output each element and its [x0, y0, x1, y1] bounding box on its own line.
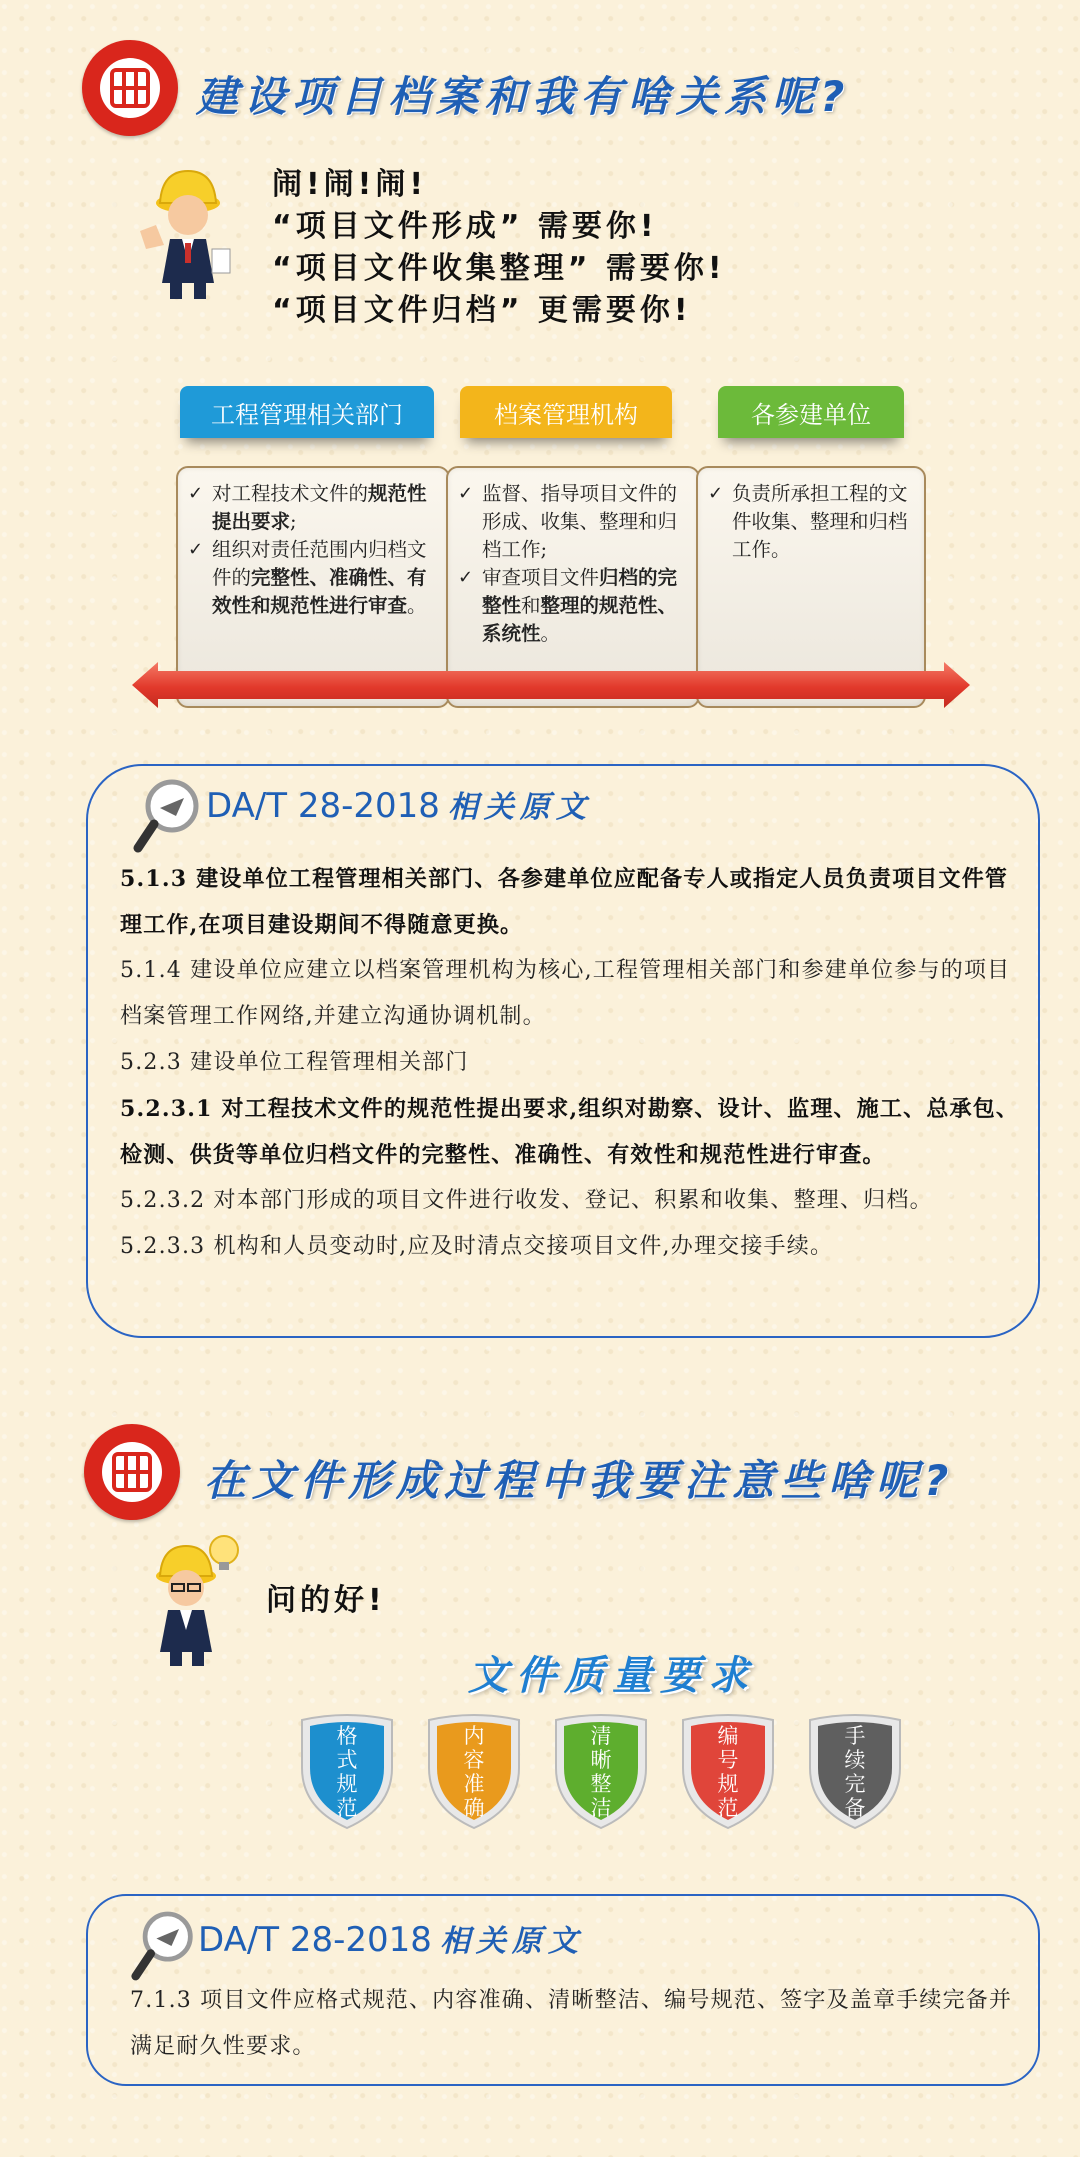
- chant-block: [272, 164, 726, 332]
- chant-line: “项目文件归档” 更需要你!: [272, 293, 692, 328]
- clause-5-2-3-2: 5.2.3.2 对本部门形成的项目文件进行收发、登记、积累和收集、整理、归档。: [120, 1188, 933, 1213]
- chant-line: 闹!闹!闹!: [272, 167, 428, 202]
- related-text-label: 相关原文: [439, 1924, 584, 1959]
- clause-7-1-3: 7.1.3 项目文件应格式规范、内容准确、清晰整洁、编号规范、签字及盖章手续完备并满足耐久性要求。: [130, 1988, 1013, 2059]
- shield-label: 内容准确: [463, 1724, 485, 1820]
- clause-5-2-3-3: 5.2.3.3 机构和人员变动时,应及时清点交接项目文件,办理交接手续。: [120, 1234, 834, 1259]
- standard-code: DA/T 28-2018: [206, 786, 440, 826]
- related-text-label: 相关原文: [447, 790, 592, 825]
- chant-line: “项目文件形成” 需要你!: [272, 209, 658, 244]
- shield-badge: [425, 1712, 523, 1834]
- tab-archives-agency: 档案管理机构: [460, 386, 672, 438]
- standard-code: DA/T 28-2018: [198, 1920, 432, 1960]
- quote2-heading: [198, 1916, 584, 1960]
- clause-5-1-4: 5.1.4 建设单位应建立以档案管理机构为核心,工程管理相关部门和参建单位参与的项目档案管理工作网络,并建立沟通协调机制。: [120, 958, 1011, 1029]
- engineering-duty-list: [178, 468, 448, 620]
- tab-participating-units: 各参建单位: [718, 386, 904, 438]
- magnifier-icon: [130, 1908, 196, 1988]
- quote1-paragraphs: [120, 856, 1030, 1270]
- section2-title: 在文件形成过程中我要注意些啥呢?: [204, 1456, 955, 1505]
- duty-item: ✓ 对工程技术文件的规范性提出要求;: [188, 482, 427, 533]
- shield-badge: [806, 1712, 904, 1834]
- duty-item: ✓ 负责所承担工程的文件收集、整理和归档工作。: [708, 482, 908, 561]
- clause-5-1-3: 5.1.3 建设单位工程管理相关部门、各参建单位应配备专人或指定人员负责项目文件管理工作,在项目建设期间不得随意更换。: [120, 866, 1009, 938]
- china-archives-logo: [84, 1424, 180, 1520]
- shield-label: 手续完备: [844, 1724, 866, 1820]
- cartoon-worker-idea-icon: [140, 1530, 250, 1674]
- duty-item: ✓ 组织对责任范围内归档文件的完整性、准确性、有效性和规范性进行审查。: [188, 538, 427, 617]
- shield-badge: [552, 1712, 650, 1834]
- tab-engineering-dept: 工程管理相关部门: [180, 386, 434, 438]
- chant-line: “项目文件收集整理” 需要你!: [272, 251, 726, 286]
- duty-item: ✓ 审查项目文件归档的完整性和整理的规范性、系统性。: [458, 566, 678, 645]
- shield-badge: [298, 1712, 396, 1834]
- clause-5-2-3-1: 5.2.3.1 对工程技术文件的规范性提出要求,组织对勘察、设计、监理、施工、总承包、检测、供货等单位归档文件的完整性、准确性、有效性和规范性进行审查。: [120, 1096, 1020, 1168]
- units-duty-list: [698, 468, 924, 564]
- magnifier-icon: [132, 776, 202, 860]
- reply-text: 问的好!: [266, 1583, 386, 1618]
- shield-label: 格式规范: [336, 1724, 358, 1820]
- shield-label: 编号规范: [717, 1724, 739, 1820]
- duty-item: ✓ 监督、指导项目文件的形成、收集、整理和归档工作;: [458, 482, 678, 561]
- double-arrow-icon: [132, 662, 970, 708]
- section1-title: 建设项目档案和我有啥关系呢?: [196, 72, 851, 121]
- quote1-heading: [206, 782, 592, 826]
- quality-shields: [298, 1712, 918, 1842]
- shield-label: 清晰整洁: [590, 1724, 612, 1820]
- quality-requirements-title: 文件质量要求: [468, 1653, 756, 1699]
- archives-duty-list: [448, 468, 698, 648]
- shield-badge: [679, 1712, 777, 1834]
- china-archives-logo: [82, 40, 178, 136]
- clause-5-2-3: 5.2.3 建设单位工程管理相关部门: [120, 1050, 469, 1075]
- cartoon-worker-icon: [130, 165, 240, 309]
